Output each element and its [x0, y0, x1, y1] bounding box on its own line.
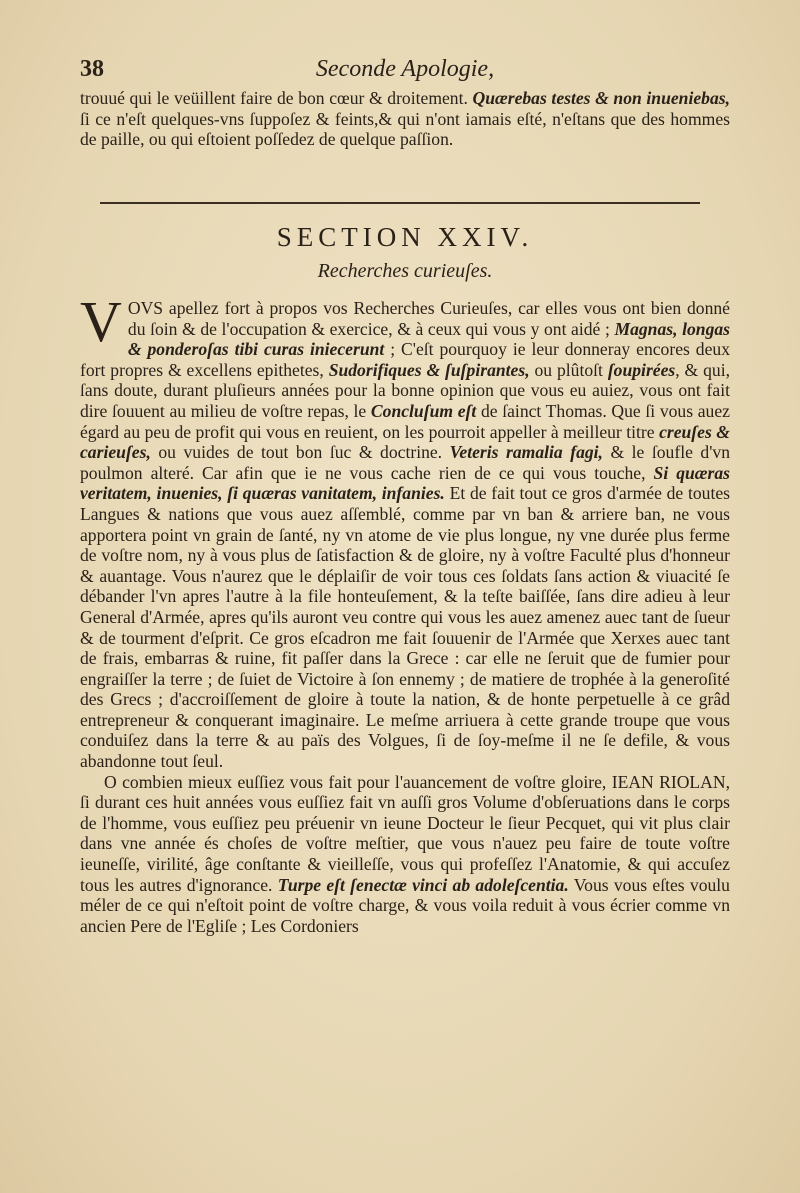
italic-term: Sudorifiques & ſuſpirantes,: [328, 359, 530, 380]
text-segment: , & qui, ſans doute, durant pluſieurs années pour la bonne opinion que vous eu auiez, vous ont fait dire ſouuent au milieu de voſtre repas, le: [80, 359, 730, 421]
section-title: SECTION XXIV.: [276, 222, 534, 252]
latin-quote: Veteris ramalia fagi,: [449, 442, 603, 463]
drop-cap: V: [80, 289, 122, 354]
text-segment: ou vuides de tout bon ſuc & doctrine.: [158, 442, 443, 463]
page-header: [80, 56, 730, 86]
page-number: 38: [80, 56, 104, 82]
text-segment: ; C'eſt pourquoy ie leur donneray encores deux fort propres & excellens epithetes,: [80, 339, 730, 380]
text-segment: O combien mieux euſſiez vous fait pour l'auancement de voſtre gloire, IEAN RIOLAN, ſi durant ces huit années vous euſſiez fait vn auſſi gros Volume d'obſeruations dans le corps de l'homme, vous euſſiez peu préuenir vn ieune Docteur le ſieur Pecquet, qui vit plus clair dans vne année és choſes de voſtre meſtier, que vous n'auez peu faire de toute voſtre ieuneſſe, virilité, âge conſtante & vieilleſſe, vous qui profeſſez l'Anatomie, & qui accuſez tous les autres d'ignorance.: [80, 771, 730, 895]
italic-term: ſoupirées: [607, 359, 676, 380]
text-segment: ſi ce n'eſt quelques-vns ſuppoſez & feints,& qui n'ont iamais eſté, n'eſtans que des hommes de paille, ou qui eſtoient poſſedez de quelque paſſion.: [80, 108, 730, 150]
text-segment: OVS apellez fort à propos vos Recherches Curieuſes, car elles vous ont bien donné du ſoin & de l'occupation & exercice, & à ceux qui vous y ont aidé ;: [127, 298, 730, 339]
text-segment: ou plûtoſt: [534, 359, 603, 380]
italic-term: creuſes & carieuſes,: [80, 421, 730, 463]
text-segment: Vous vous eſtes voulu méler de ce qui n'eſtoit point de voſtre charge, & vous voila reduit à vous écrier comme vn ancien Pere de l'Egliſe ; Les Cordoniers: [80, 874, 730, 936]
paragraph-2: [80, 772, 730, 937]
latin-quote: Si quæras veritatem, inuenies, ſi quæras vanitatem, infanies.: [80, 462, 730, 504]
running-head: Seconde Apologie,: [315, 56, 495, 82]
section-divider: [100, 202, 700, 204]
latin-quote: Turpe eſt ſenectæ vinci ab adoleſcentia.: [277, 874, 569, 895]
text-segment: & le ſoufle d'vn poulmon alteré. Car afin que ie ne vous cache rien de ce qui vous touche,: [80, 442, 730, 483]
paragraph-1: [80, 289, 731, 772]
latin-quote: Quærebas testes & non inueniebas,: [472, 88, 731, 108]
text-segment: de ſainct Thomas. Que ſi vous auez égard au peu de profit qui vous en reuient, on les pourroit appeller à meilleur titre: [80, 400, 730, 442]
text-segment: Et de fait tout ce gros d'armée de toutes Langues & nations que vous auez aſſemblé, comme par vn ban & arriere ban, ne vous apportera point vn grain de ſanté, ny vn atome de vie plus longue, ny vne durée plus ferme de voſtre nom, ny à vous plus de ſatisfaction & de gloire, ny à voſtre Faculté plus d'honneur & auantage. Vous n'aurez que le déplaiſir de voir tous ces ſoldats ſans action & viuacité ſe débander l'vn apres l'autre à la file honteuſement, & la teſte baiſſée, ſans dire adieu à leur General d'Armée, apres qu'ils auront veu contre qui vous les auez amenez auec tant de ſueur & de tourment d'eſprit. Ce gros eſcadron me fait ſouuenir de l'Armée que Xerxes auec tant de frais, embarras & ruine, fit paſſer dans la Grece : car elle ne ſeruit que de fumier pour engraiſſer la terre ; de ſuiet de Victoire à ſon ennemy ; de matiere de trophée à la generoſité des Grecs ; d'accroiſſement de gloire à toute la nation, & de honte perpetuelle à ce grâd entrepreneur & conquerant imaginaire. Le meſme arriuera à cette grande troupe que vous conduiſez dans la terre & au païs des Volgues, ſi de ſoy-meſme il ne ſe defile, & vous abandonne tout ſeul.: [80, 483, 731, 772]
text-segment: trouué qui le veüillent faire de bon cœur & droitement.: [80, 88, 468, 108]
section-subtitle: Recherches curieuſes.: [317, 260, 493, 282]
top-paragraph: [80, 88, 730, 150]
latin-quote: Magnas, longas & ponderoſas tibi curas iniecerunt: [127, 318, 731, 360]
latin-quote: Concluſum eſt: [370, 400, 477, 421]
main-text: [80, 289, 731, 936]
